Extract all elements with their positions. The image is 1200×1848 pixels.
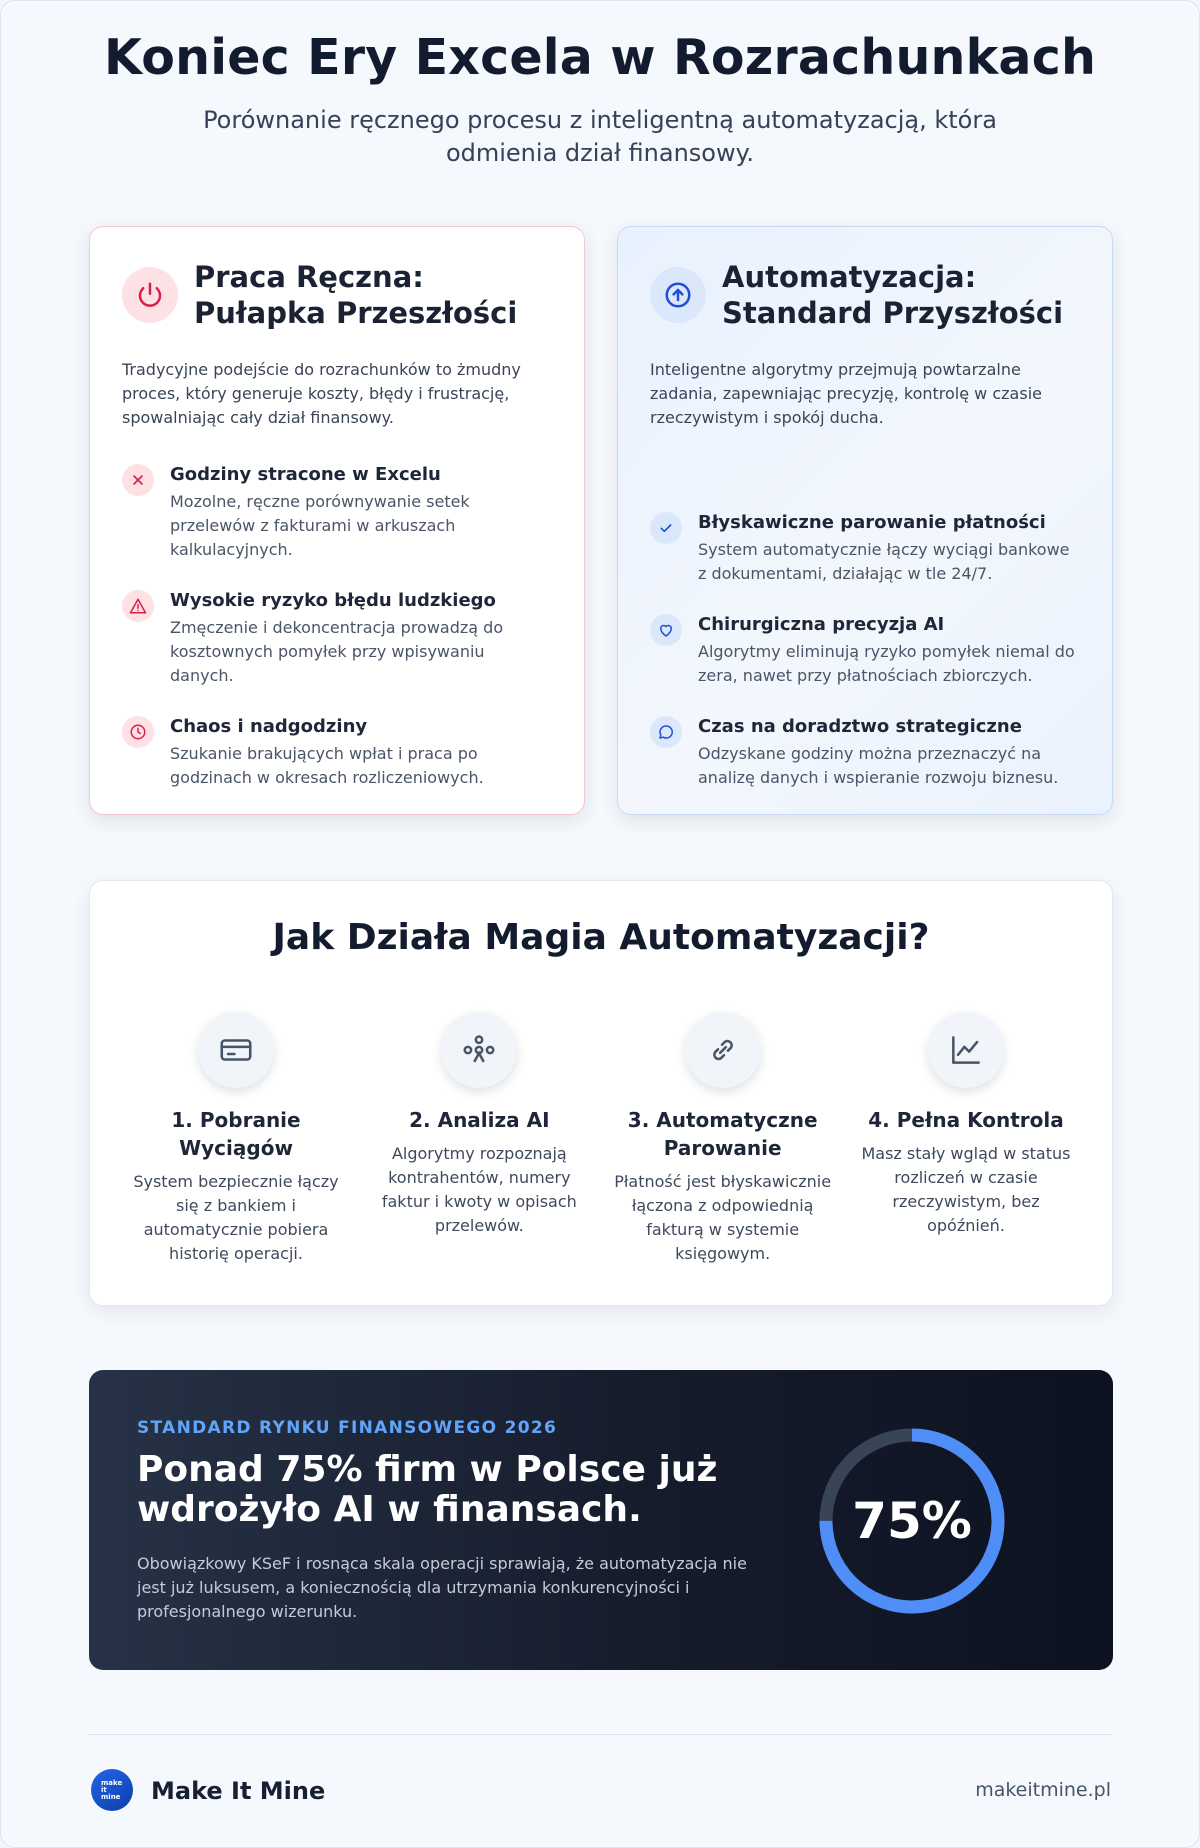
list-item-title: Godziny stracone w Excelu [170,464,441,485]
step-text: Masz stały wgląd w status rozliczeń w czasie rzeczywistym, bez opóźnień. [861,1144,1071,1235]
list-item [650,716,1080,790]
page-title: Koniec Ery Excela w Rozrachunkach [103,29,1097,86]
brand-name: Make It Mine [151,1777,326,1805]
step-title: 4. Pełna Kontrola [868,1108,1064,1132]
list-item-text: System automatycznie łączy wyciągi bankowe z dokumentami, działając w tle 24/7. [698,540,1070,583]
arrow-up-circle-icon [650,267,706,323]
chat-icon [650,716,682,748]
power-icon [122,267,178,323]
list-item [122,464,552,562]
step-text: Algorytmy rozpoznają kontrahentów, numery faktur i kwoty w opisach przelewów. [381,1144,577,1235]
comparison-section [89,226,1113,815]
automation-card-header [650,259,1080,331]
brand-logo-text: make it mine [101,1778,123,1801]
automation-card-description: Inteligentne algorytmy przejmują powtarzalne zadania, zapewniając precyzję, kontrolę w czasie rzeczywistym i spokój ducha. [650,360,1042,427]
step-text: System bezpiecznie łączy się z bankiem i automatycznie pobiera historię operacji. [133,1172,339,1263]
manual-card-description: Tradycyjne podejście do rozrachunków to żmudny proces, który generuje koszty, błędy i frustrację, spowalniając cały dział finansowy. [122,360,521,427]
list-item-text: Zmęczenie i dekoncentracja prowadzą do kosztownych pomyłek przy wpisywaniu danych. [170,618,504,685]
stat-description: Obowiązkowy KSeF i rosnąca skala operacji sprawiają, że automatyzacja nie jest już luksusem, a koniecznością dla utrzymania konkurencyjności i profesjonalnego wizerunku. [137,1554,747,1621]
step-title: 2. Analiza AI [409,1108,550,1132]
credit-card-icon [198,1012,274,1088]
stat-title: Ponad 75% firm w Polsce już wdrożyło AI w finansach. [137,1449,718,1530]
market-stat-banner [89,1370,1113,1670]
automation-card-title: Automatyzacja: Standard Przyszłości [722,260,1064,330]
heart-icon [650,614,682,646]
ai-network-icon [441,1012,517,1088]
stat-kicker: STANDARD RYNKU FINANSOWEGO 2026 [137,1418,558,1438]
list-item-title: Błyskawiczne parowanie płatności [698,512,1046,533]
how-it-works-title: Jak Działa Magia Automatyzacji? [272,917,930,958]
step-title: 1. Pobranie Wyciągów [171,1108,301,1160]
page-subtitle: Porównanie ręcznego procesu z inteligentną automatyzacją, która odmienia dział finansowy. [203,106,997,167]
footer-divider [89,1734,1113,1735]
list-item-title: Czas na doradztwo strategiczne [698,716,1022,737]
page-header [1,1,1199,170]
list-item-text: Odzyskane godziny można przeznaczyć na analizę danych i wspieranie rozwoju biznesu. [698,744,1059,787]
step-title: 3. Automatyczne Parowanie [627,1108,818,1160]
list-item-title: Chaos i nadgodziny [170,716,368,737]
list-item-text: Szukanie brakujących wpłat i praca po godzinach w okresach rozliczeniowych. [170,744,484,787]
step-item [369,1012,589,1266]
line-chart-icon [928,1012,1004,1088]
manual-work-card [89,226,585,815]
automation-card [617,226,1113,815]
clock-icon [122,716,154,748]
list-item-text: Mozolne, ręczne porównywanie setek przelewów z fakturami w arkuszach kalkulacyjnych. [170,492,470,559]
warning-icon [122,590,154,622]
manual-card-title: Praca Ręczna: Pułapka Przeszłości [194,260,518,330]
link-icon [685,1012,761,1088]
step-text: Płatność jest błyskawicznie łączona z odpowiednią fakturą w systemie księgowym. [614,1172,832,1263]
list-item [650,614,1080,688]
step-item [856,1012,1076,1266]
list-item-title: Chirurgiczna precyzja AI [698,614,945,635]
website-link[interactable]: makeitmine.pl [975,1779,1111,1801]
manual-problems-list [122,464,552,790]
check-icon [650,512,682,544]
list-item [122,716,552,790]
automation-benefits-list [650,512,1080,790]
stat-value: 75% [852,1492,972,1550]
step-item [126,1012,346,1266]
steps-list [90,1012,1112,1266]
list-item [650,512,1080,586]
how-it-works-section [89,880,1113,1306]
manual-card-header [122,259,552,331]
step-item [613,1012,833,1266]
x-icon [122,464,154,496]
list-item [122,590,552,688]
list-item-text: Algorytmy eliminują ryzyko pomyłek niemal do zera, nawet przy płatnościach zbiorczych. [698,642,1075,685]
list-item-title: Wysokie ryzyko błędu ludzkiego [170,590,496,611]
brand-logo [91,1769,133,1811]
